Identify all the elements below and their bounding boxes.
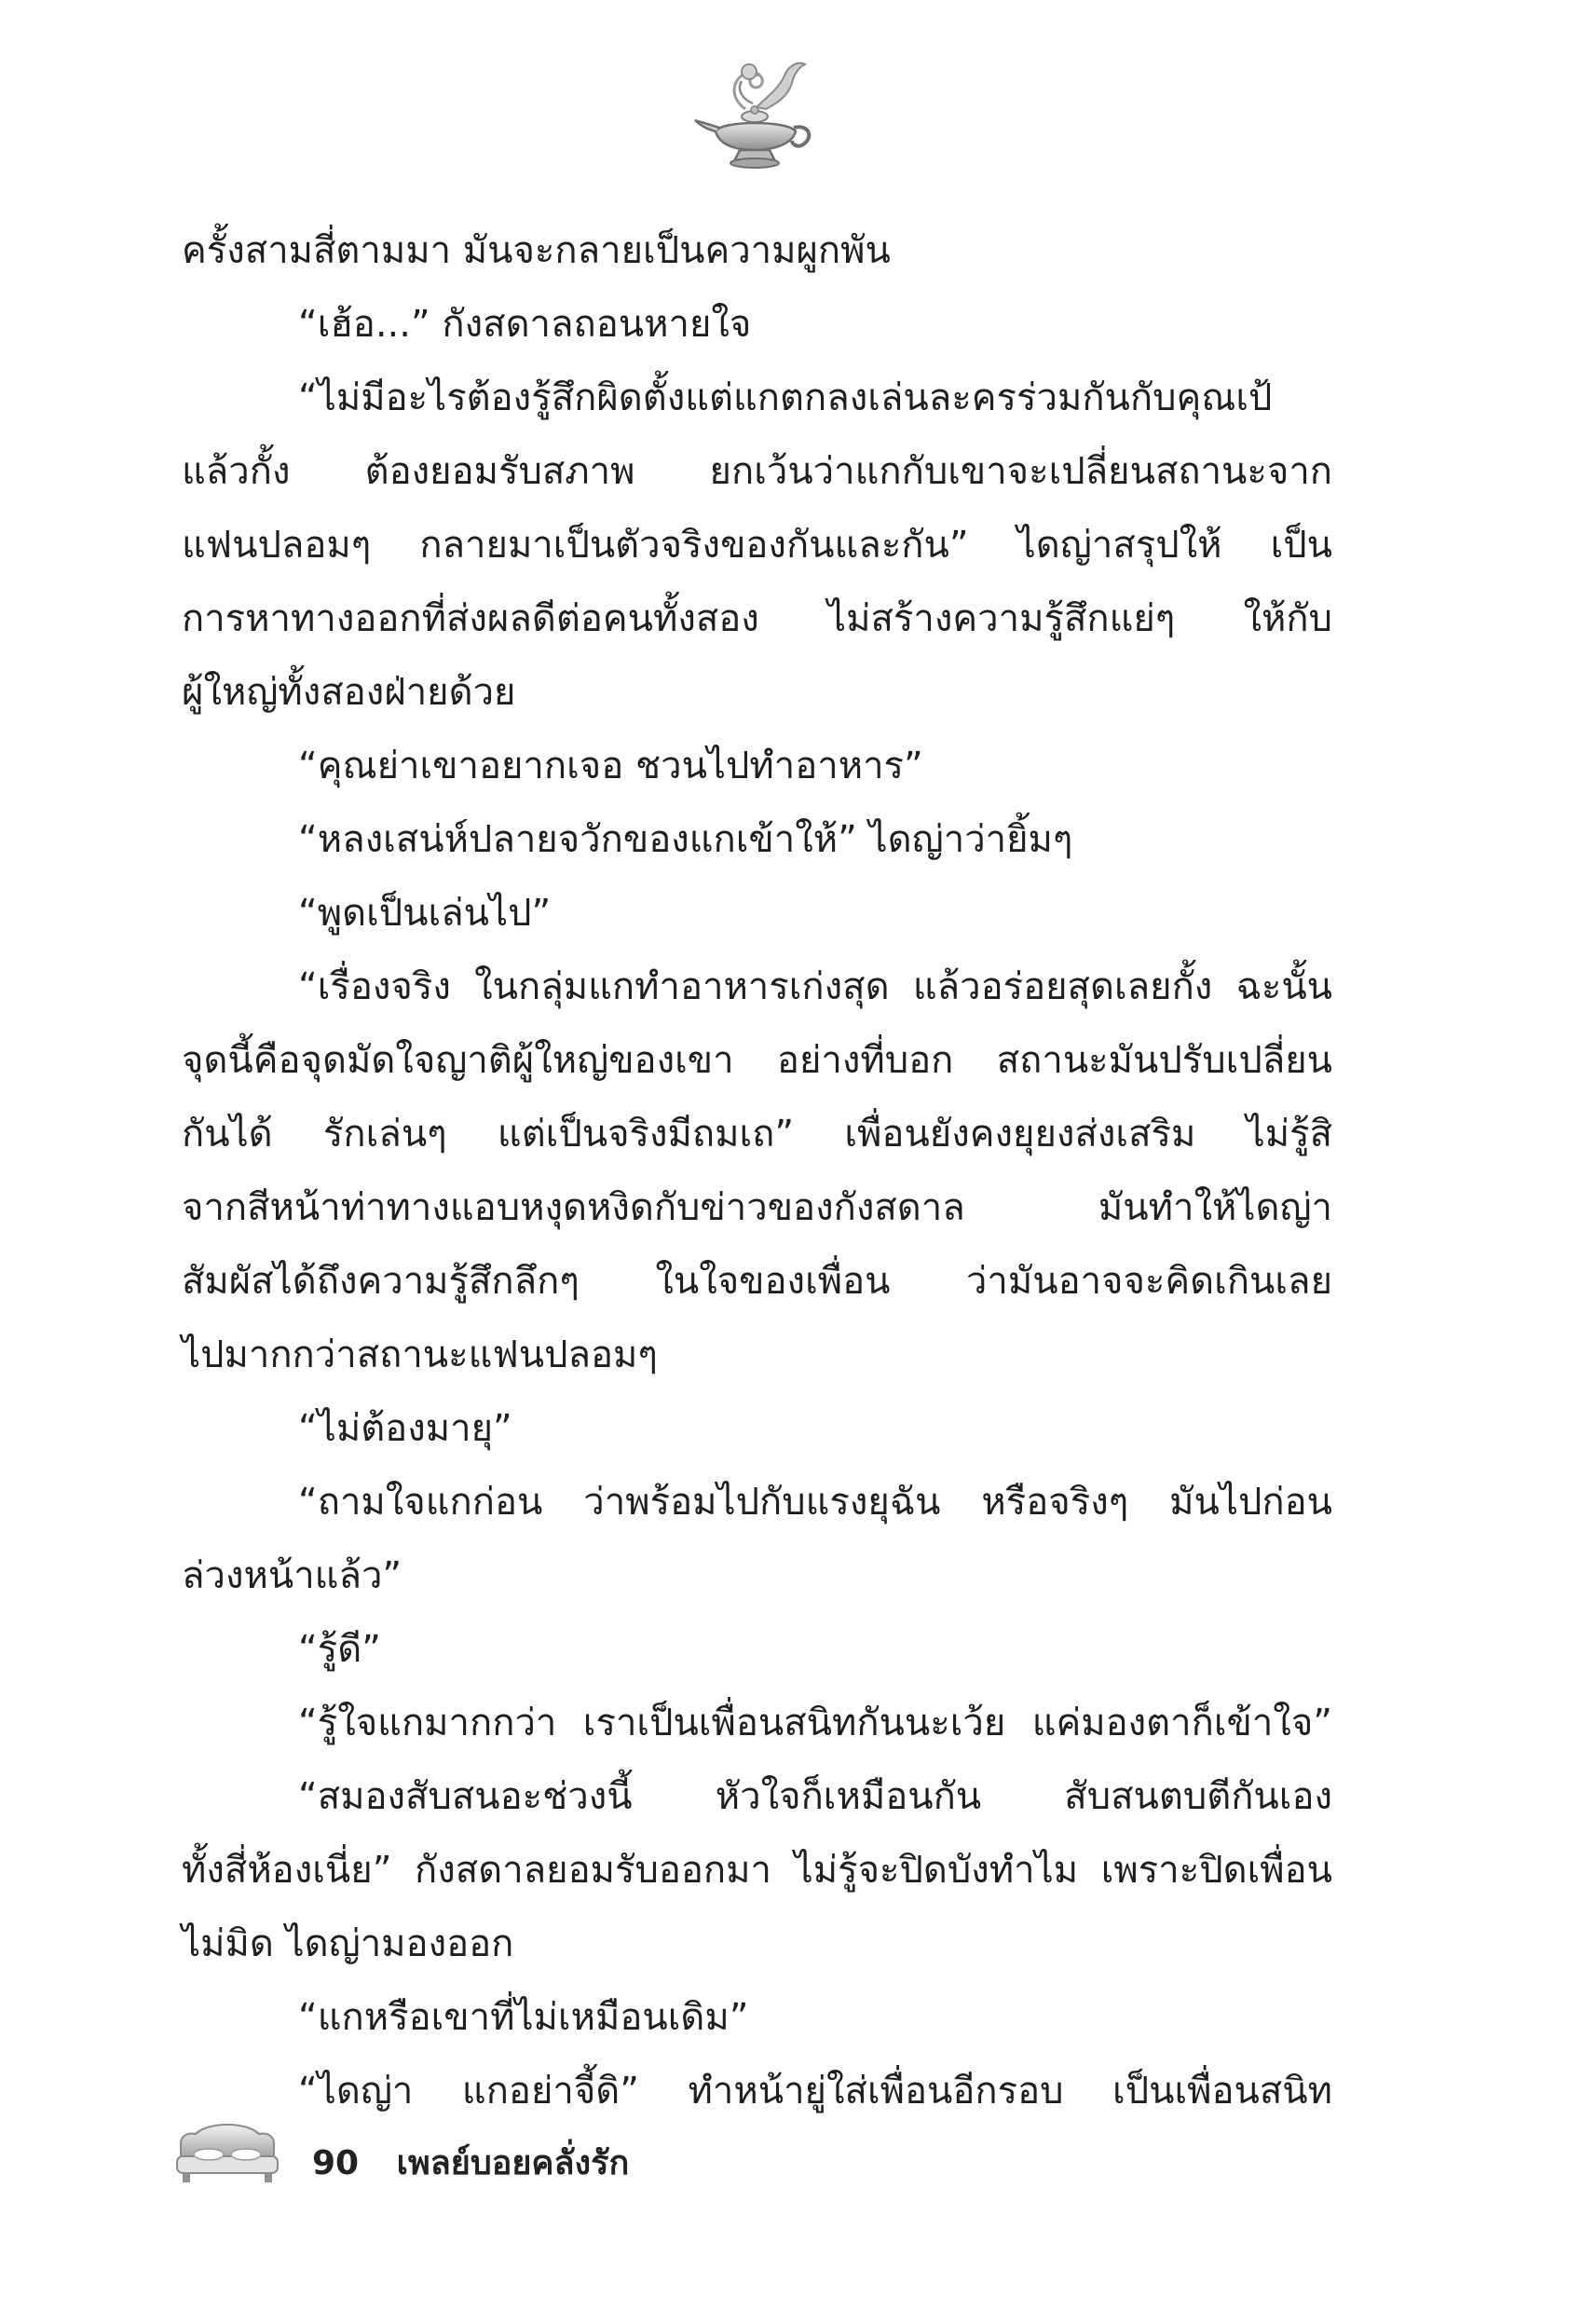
text-line: “พูดเป็นเล่นไป” bbox=[298, 892, 552, 935]
text-line: ไปมากกว่าสถานะแฟนปลอมๆ bbox=[182, 1333, 658, 1376]
text-line: ล่วงหน้าแล้ว” bbox=[182, 1554, 402, 1597]
text-line: “หลงเสน่ห์ปลายจวักของแกเข้าให้” ไดญ่าว่ายิ้มๆ bbox=[298, 818, 1073, 861]
text-line: “คุณย่าเขาอยากเจอ ชวนไปทำอาหาร” bbox=[298, 745, 923, 787]
text-line: สัมผัสได้ถึงความรู้สึกลึกๆ ในใจของเพื่อน ว่ามันอาจจะคิดเกินเลย bbox=[182, 1260, 1332, 1303]
book-title: เพลย์บอยคลั่งรัก bbox=[396, 2144, 630, 2182]
text-line: “ไม่มีอะไรต้องรู้สึกผิดตั้งแต่แกตกลงเล่นละครร่วมกันกับคุณเป้ bbox=[298, 376, 1273, 419]
page-number: 90 bbox=[312, 2144, 360, 2182]
text-line: ครั้งสามสี่ตามมา มันจะกลายเป็นความผูกพัน bbox=[182, 229, 891, 272]
page-footer bbox=[312, 2136, 629, 2189]
text-line: “เฮ้อ...” กังสดาลถอนหายใจ bbox=[298, 303, 752, 346]
text-line: “แกหรือเขาที่ไม่เหมือนเดิม” bbox=[298, 1996, 749, 2039]
text-line: จุดนี้คือจุดมัดใจญาติผู้ใหญ่ของเขา อย่างที่บอก สถานะมันปรับเปลี่ยน bbox=[182, 1039, 1332, 1082]
text-line: การหาทางออกที่ส่งผลดีต่อคนทั้งสอง ไม่สร้างความรู้สึกแย่ๆ ให้กับ bbox=[182, 597, 1332, 640]
text-line: “สมองสับสนอะช่วงนี้ หัวใจก็เหมือนกัน สับสนตบตีกันเอง bbox=[298, 1775, 1332, 1818]
text-line: แล้วกั้ง ต้องยอมรับสภาพ ยกเว้นว่าแกกับเขาจะเปลี่ยนสถานะจาก bbox=[182, 450, 1332, 493]
genie-lamp-ornament-icon bbox=[688, 51, 818, 172]
text-line: “เรื่องจริง ในกลุ่มแกทำอาหารเก่งสุด แล้วอร่อยสุดเลยกั้ง ฉะนั้น bbox=[298, 965, 1332, 1008]
page-body-text bbox=[182, 214, 1332, 2128]
text-line: ไม่มิด ไดญ่ามองออก bbox=[182, 1922, 514, 1965]
text-line: ผู้ใหญ่ทั้งสองฝ่ายด้วย bbox=[182, 671, 516, 714]
text-line: “ไดญ่า แกอย่าจี้ดิ” ทำหน้ายู่ใส่เพื่อนอีกรอบ เป็นเพื่อนสนิท bbox=[298, 2070, 1332, 2113]
text-line: แฟนปลอมๆ กลายมาเป็นตัวจริงของกันและกัน” ไดญ่าสรุปให้ เป็น bbox=[182, 524, 1332, 567]
bed-icon bbox=[175, 2123, 280, 2184]
text-line: “ไม่ต้องมายุ” bbox=[298, 1407, 512, 1450]
text-line: ทั้งสี่ห้องเนี่ย” กังสดาลยอมรับออกมา ไม่รู้จะปิดบังทำไม เพราะปิดเพื่อน bbox=[182, 1849, 1332, 1892]
text-line: “รู้ดี” bbox=[298, 1628, 381, 1671]
text-line: กันได้ รักเล่นๆ แต่เป็นจริงมีถมเถ” เพื่อนยังคงยุยงส่งเสริม ไม่รู้สิ bbox=[182, 1113, 1332, 1156]
text-line: จากสีหน้าท่าทางแอบหงุดหงิดกับข่าวของกังสดาล มันทำให้ไดญ่า bbox=[182, 1186, 1332, 1229]
text-line: “ถามใจแกก่อน ว่าพร้อมไปกับแรงยุฉัน หรือจริงๆ มันไปก่อน bbox=[298, 1481, 1332, 1524]
text-line: “รู้ใจแกมากกว่า เราเป็นเพื่อนสนิทกันนะเว้ย แค่มองตาก็เข้าใจ” bbox=[298, 1702, 1332, 1744]
